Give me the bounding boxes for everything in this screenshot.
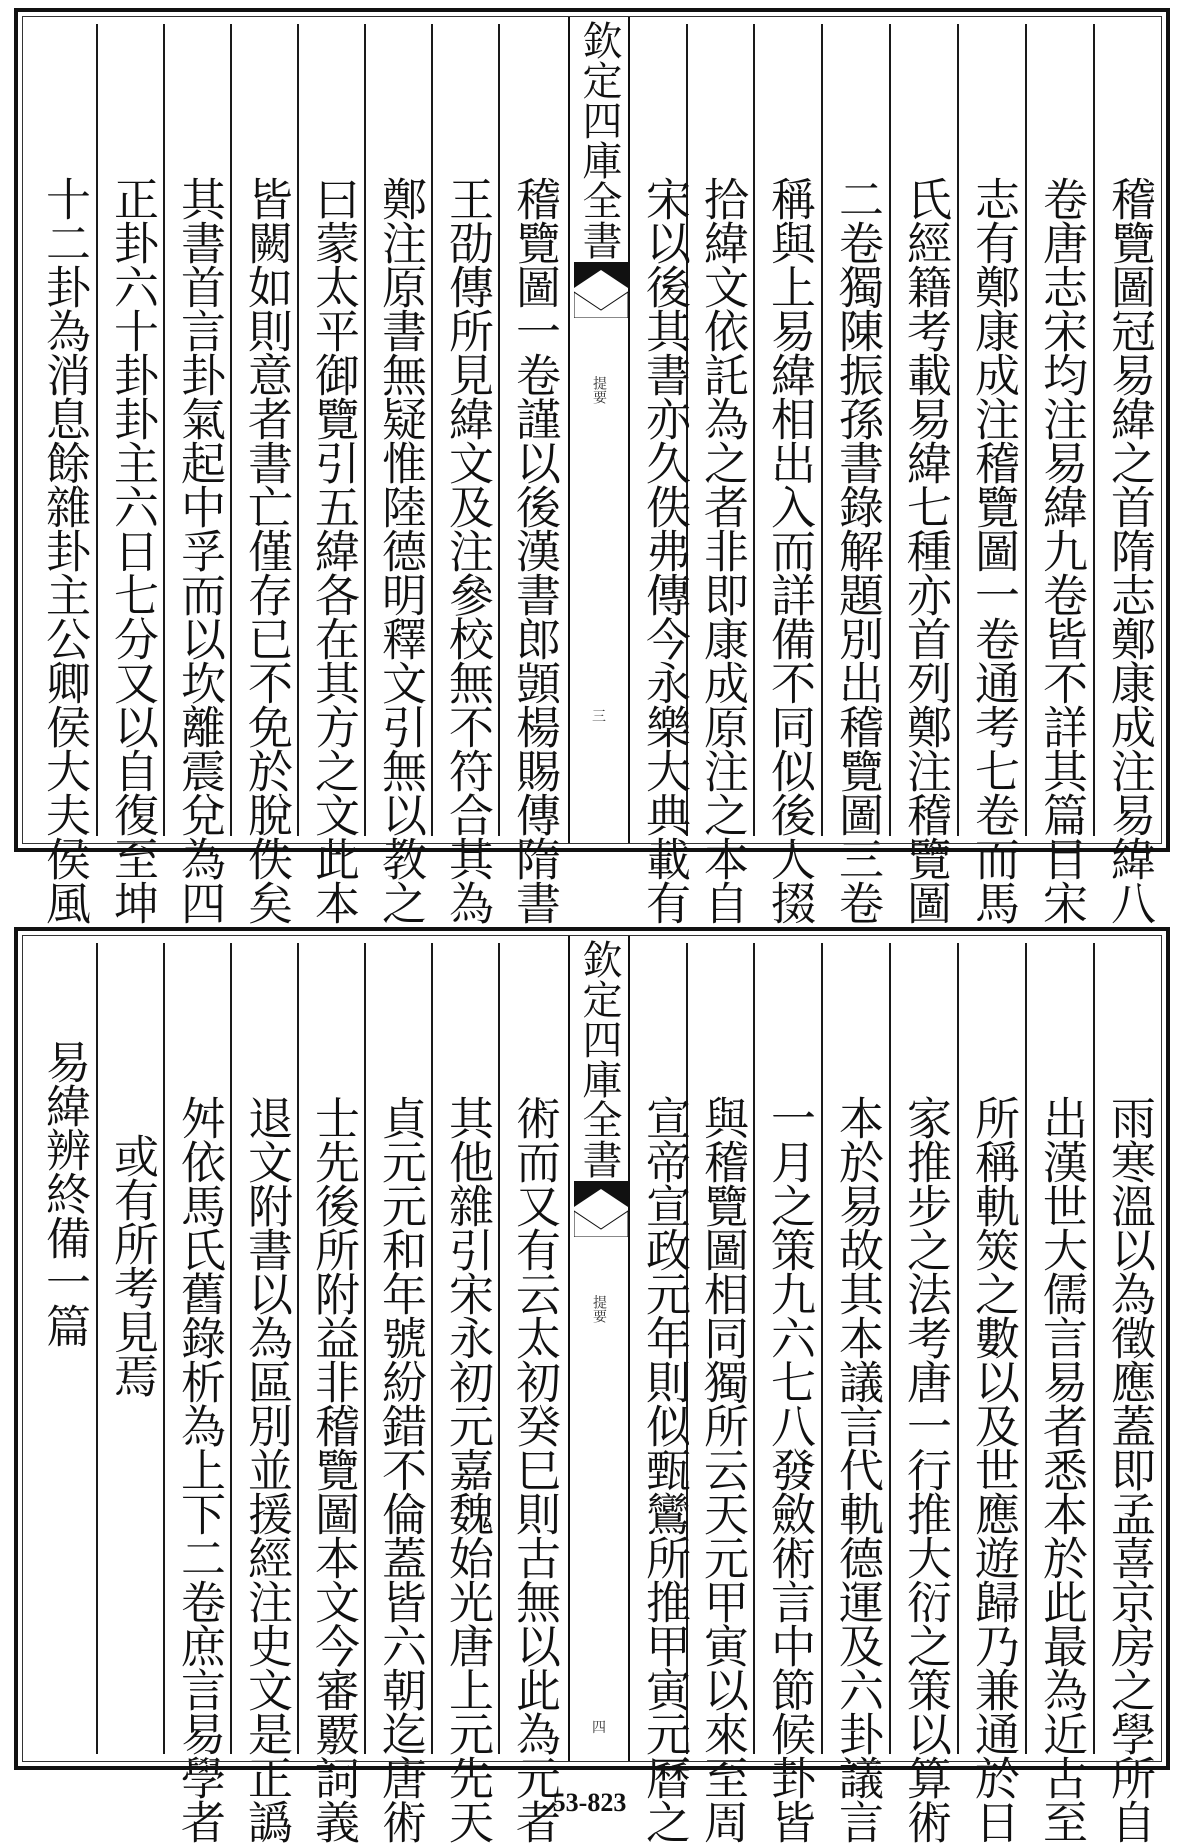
column-rule: [498, 943, 500, 1754]
text-column: 易緯辨終備一篇: [38, 1039, 91, 1347]
column-rule: [1025, 24, 1027, 836]
text-column: 退文附書以為區別並援經注史文是正譌: [240, 1095, 293, 1843]
fish-tail-mark: [574, 262, 628, 318]
column-rule: [163, 24, 165, 836]
text-column: 宣帝宣政元年則似甄鸞所推甲寅元曆之: [638, 1095, 691, 1843]
text-column: 與稽覽圖相同獨所云天元甲寅以來至周: [696, 1095, 749, 1843]
center-label: 提要: [591, 1295, 607, 1323]
text-column: 稽覽圖一卷謹以後漢書郎顗楊賜傳隋書: [508, 176, 561, 924]
column-rule: [957, 24, 959, 836]
column-rule: [821, 943, 823, 1754]
text-column: 氏經籍考載易緯七種亦首列鄭注稽覽圖: [899, 176, 952, 924]
column-rule: [297, 24, 299, 836]
column-rule: [753, 943, 755, 1754]
text-column: 王劭傳所見緯文及注參校無不符合其為: [441, 176, 494, 924]
column-rule: [364, 943, 366, 1754]
text-column: 二卷獨陳振孫書錄解題別出稽覽圖三卷: [831, 176, 884, 924]
text-column: 貞元元和年號紛錯不倫蓋皆六朝迄唐術: [374, 1095, 427, 1843]
center-margin: [568, 16, 630, 844]
page-top: [14, 8, 1170, 924]
column-rule: [889, 24, 891, 836]
center-margin: [568, 935, 630, 1762]
center-title: 欽定四庫全書: [576, 20, 622, 260]
text-column: 稽覽圖冠易緯之首隋志鄭康成注易緯八: [1103, 176, 1156, 924]
text-column: 舛依馬氏舊錄析為上下二卷庶言易學者: [173, 1095, 226, 1843]
text-column: 一月之策九六七八發斂術言中節候卦皆: [763, 1095, 816, 1843]
text-column: 鄭注原書無疑惟陸德明釋文引無以教之: [374, 176, 427, 924]
text-column: 拾緯文依託為之者非即康成原注之本自: [696, 176, 749, 924]
text-column: 或有所考見焉: [106, 1133, 159, 1397]
center-title: 欽定四庫全書: [576, 939, 622, 1179]
text-column: 所稱軌筴之數以及世應遊歸乃兼通於日: [967, 1095, 1020, 1843]
text-column: 宋以後其書亦久佚弗傳今永樂大典載有: [638, 176, 691, 924]
text-column: 本於易故其本議言代軌德運及六卦議言: [831, 1095, 884, 1843]
text-column: 稱與上易緯相出入而詳備不同似後人掇: [763, 176, 816, 924]
column-rule: [821, 24, 823, 836]
column-rule: [230, 943, 232, 1754]
column-rule: [431, 943, 433, 1754]
leaf-number: 四: [592, 1720, 606, 1736]
text-column: 曰蒙太平御覽引五緯各在其方之文此本: [307, 176, 360, 924]
text-column: 正卦六十卦卦主六日七分又以自復至坤: [106, 176, 159, 924]
column-rule: [230, 24, 232, 836]
column-rule: [498, 24, 500, 836]
page-reference: 53-823: [552, 1788, 627, 1817]
fish-tail-mark: [574, 1181, 628, 1237]
center-label: 提要: [591, 376, 607, 404]
column-rule: [431, 24, 433, 836]
text-column: 卷唐志宋均注易緯九卷皆不詳其篇目宋: [1035, 176, 1088, 924]
text-column: 志有鄭康成注稽覽圖一卷通考七卷而馬: [967, 176, 1020, 924]
column-rule: [1093, 943, 1095, 1754]
text-column: 雨寒溫以為徵應蓋即孟喜京房之學所自: [1103, 1095, 1156, 1843]
column-rule: [96, 24, 98, 836]
text-column: 士先後所附益非稽覽圖本文今審覈詞義: [307, 1095, 360, 1843]
column-rule: [297, 943, 299, 1754]
text-column: 出漢世大儒言易者悉本於此最為近古至: [1035, 1095, 1088, 1843]
text-column: 皆闕如則意者書亡僅存已不免於脫佚矣: [240, 176, 293, 924]
column-rule: [753, 24, 755, 836]
text-column: 其書首言卦氣起中孚而以坎離震兌為四: [173, 176, 226, 924]
column-rule: [96, 943, 98, 1754]
column-rule: [1093, 24, 1095, 836]
text-column: 術而又有云太初癸巳則古無以此為元者: [508, 1095, 561, 1843]
column-rule: [364, 24, 366, 836]
text-column: 家推步之法考唐一行推大衍之策以算術: [899, 1095, 952, 1843]
column-rule: [957, 943, 959, 1754]
text-column: 十二卦為消息餘雜卦主公卿侯大夫侯風: [38, 176, 91, 924]
leaf-number: 三: [592, 709, 606, 725]
column-rule: [889, 943, 891, 1754]
text-column: 其他雜引宋永初元嘉魏始光唐上元先天: [441, 1095, 494, 1843]
column-rule: [1025, 943, 1027, 1754]
column-rule: [163, 943, 165, 1754]
